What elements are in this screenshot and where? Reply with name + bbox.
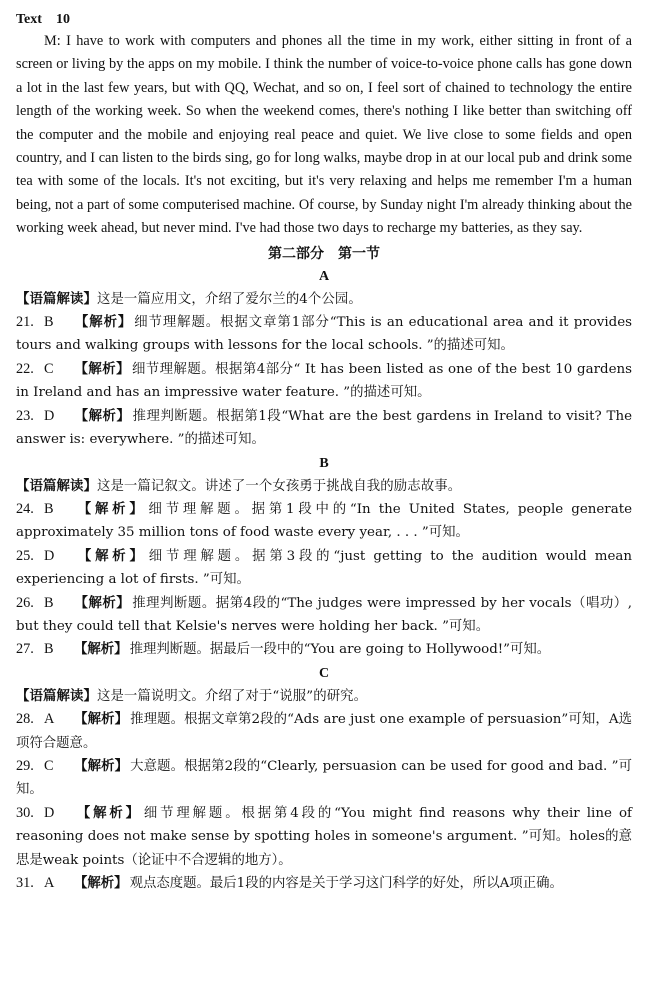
question-item xyxy=(16,638,632,661)
intro-text: 这是一篇记叙文。讲述了一个女孩勇于挑战自我的励志故事。 xyxy=(96,478,462,494)
question-number: 26. xyxy=(16,594,34,611)
intro-tag: 【语篇解读】 xyxy=(16,290,97,307)
analysis-text: 推理题。根据文章第2段的“Ads are just one example of persuasion”可知，A选项符合题意。 xyxy=(16,712,633,751)
question-item xyxy=(16,592,632,639)
question-item xyxy=(16,755,632,802)
question-item xyxy=(16,545,632,592)
question-answer: D xyxy=(44,407,55,424)
analysis-tag: 【解析】 xyxy=(74,500,147,517)
analysis-tag: 【解析】 xyxy=(74,711,129,728)
question-answer: C xyxy=(44,757,54,774)
question-item xyxy=(16,311,632,358)
question-item xyxy=(16,802,632,872)
text-label: Text xyxy=(16,12,42,27)
analysis-tag: 【解析】 xyxy=(74,804,142,821)
intro-tag: 【语篇解读】 xyxy=(16,477,97,494)
section-letter-a: A xyxy=(318,268,330,284)
analysis-tag: 【解析】 xyxy=(74,407,131,424)
analysis-tag: 【解析】 xyxy=(74,757,129,774)
question-item xyxy=(16,872,632,895)
analysis-tag: 【解析】 xyxy=(74,641,128,658)
question-number: 29. xyxy=(16,757,34,774)
analysis-tag: 【解析】 xyxy=(74,547,147,564)
section-letter-c: C xyxy=(318,665,330,681)
section-a-intro xyxy=(16,288,632,311)
section-b-intro xyxy=(16,475,632,498)
intro-text: 这是一篇应用文，介绍了爱尔兰的4个公园。 xyxy=(96,291,362,307)
question-item xyxy=(16,708,632,755)
question-answer: A xyxy=(44,875,55,891)
question-answer: D xyxy=(44,547,55,564)
analysis-tag: 【解析】 xyxy=(74,875,128,891)
question-answer: B xyxy=(44,641,54,658)
question-number: 30. xyxy=(16,804,34,821)
text-title xyxy=(16,10,632,30)
intro-text: 这是一篇说明文。介绍了对于“说服”的研究。 xyxy=(96,688,368,704)
question-number: 28. xyxy=(16,711,34,728)
intro-tag: 【语篇解读】 xyxy=(16,687,97,704)
analysis-text: 推理判断题。据第4段的“The judges were impressed by her vocals（唱功）, but they could tell that Kelsie's nerves were holding her back. ”可知。 xyxy=(16,595,632,634)
question-answer: B xyxy=(44,500,54,517)
analysis-text: 推理判断题。据最后一段中的“You are going to Hollywood!”可知。 xyxy=(129,642,551,658)
question-answer: C xyxy=(44,360,54,377)
question-answer: B xyxy=(44,594,54,611)
analysis-text: 细节理解题。据第1段中的“In the United States, people generate approximately 35 million tons of food waste every year, . . . ”可知。 xyxy=(16,501,632,541)
analysis-text: 推理判断题。根据第1段“What are the best gardens in Ireland to visit? The answer is: everywhere. ”的描述可知。 xyxy=(16,408,632,448)
question-number: 25. xyxy=(16,547,34,564)
question-number: 22. xyxy=(16,360,34,377)
analysis-text: 细节理解题。根据第4段的“You might find reasons why their line of reasoning does not make sense by spotting holes in someone's argument. ”可知。holes的意思是weak points（论证中不合逻辑的地方）。 xyxy=(16,805,633,868)
question-item xyxy=(16,498,632,545)
text-number: 10 xyxy=(55,12,70,27)
section-c-intro xyxy=(16,685,632,708)
question-number: 23. xyxy=(16,407,34,424)
analysis-text: 细节理解题。根据文章第1部分“This is an educational area and it provides tours and walking groups with lessons for the local schools. ”的描述可知。 xyxy=(16,315,632,354)
part-heading: 第二部分 第一节 xyxy=(268,245,380,262)
analysis-text: 细节理解题。据第3段的“just getting to the audition would mean experiencing a lot of firsts. ”可知。 xyxy=(16,548,633,588)
question-item xyxy=(16,358,632,405)
question-answer: D xyxy=(44,804,55,821)
question-answer: A xyxy=(44,711,55,728)
question-number: 24. xyxy=(16,500,34,517)
analysis-text: 观点态度题。最后1段的内容是关于学习这门科学的好处，所以A项正确。 xyxy=(129,876,563,891)
question-number: 21. xyxy=(16,314,34,331)
analysis-tag: 【解析】 xyxy=(74,314,133,331)
analysis-text: 细节理解题。根据第4部分“ It has been listed as one of the best 10 gardens in Ireland and has an impressive water feature. ”的描述可知。 xyxy=(16,361,632,401)
listening-transcript: M: I have to work with computers and phones all the time in my work, either sitting in front of a screen or living by the apps on my mobile. I think the number of voice-to-voice phone calls has gone down a lot in the last few years, but with QQ, Wechat, and so on, I feel sort of chained to technology the entire length of the working week. So when the weekend comes, there's nothing I like better than switching off the computer and the mobile and enjoying real peace and quiet. We live close to some fields and open country, and I can listen to the birds sing, go for long walks, maybe drop in at our local pub and drink some tea with some of the locals. It's not exciting, but it's very relaxing and helps me remember I'm a human being, not a part of some computerised machine. Of course, by Sunday night I'm already thinking about the working week ahead, but never mind. I've had those two days to recharge my batteries, as they say. xyxy=(16,33,632,237)
question-answer: B xyxy=(44,314,54,331)
question-number: 27. xyxy=(16,641,34,658)
analysis-tag: 【解析】 xyxy=(74,594,131,611)
section-letter-b: B xyxy=(319,455,329,471)
question-item xyxy=(16,405,632,452)
question-number: 31. xyxy=(16,875,34,891)
analysis-tag: 【解析】 xyxy=(74,360,130,377)
analysis-text: 大意题。根据第2段的“Clearly, persuasion can be used for good and bad. ”可知。 xyxy=(16,758,632,798)
